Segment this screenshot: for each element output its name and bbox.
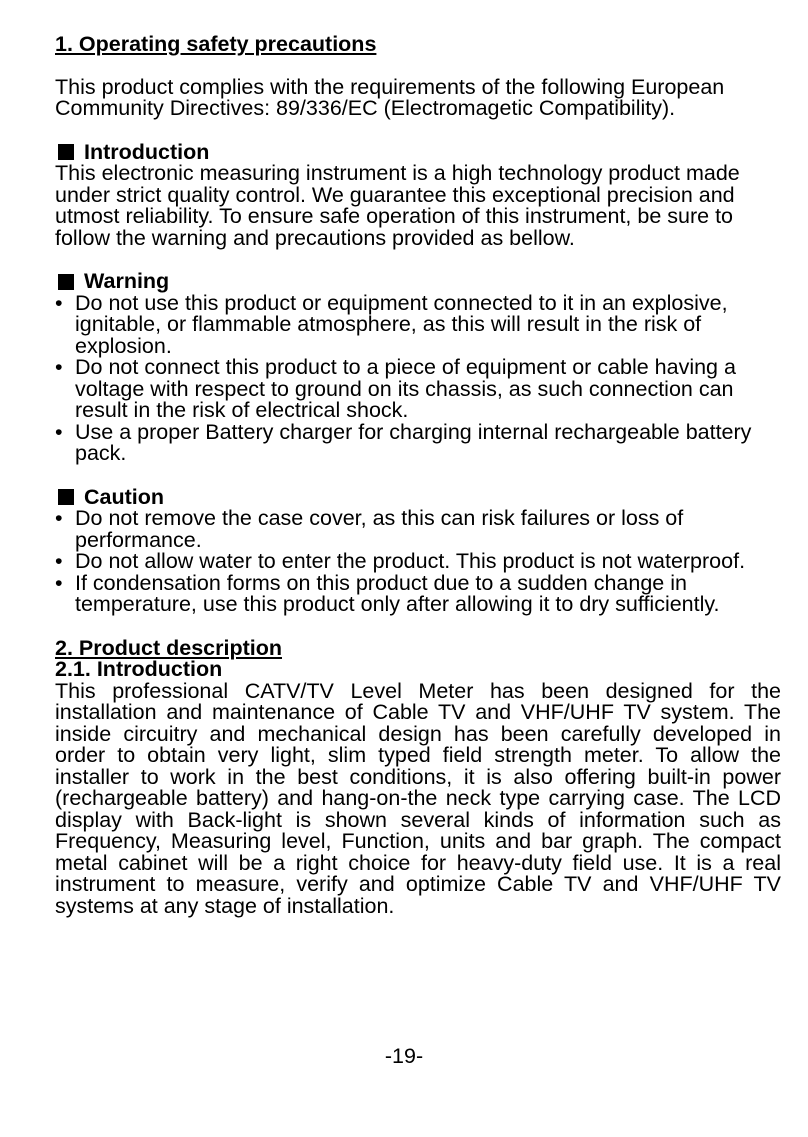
list-item	[55, 290, 781, 358]
product-description-text: This professional CATV/TV Level Meter has been designed for the installation and maintenance of Cable TV and VHF/UHF TV system. The inside circuitry and mechanical design has been carefully developed in order to obtain very light, slim typed field strength meter. To allow the installer to work in the best conditions, it is also offering built-in power (rechargeable battery) and hang-on-the neck type carrying case. The LCD display with Back-light is shown several kinds of information such as Frequency, Measuring level, Function, units and bar graph. The compact metal cabinet will be a right choice for heavy-duty field use. It is a real instrument to measure, verify and optimize Cable TV and VHF/UHF TV systems at any stage of installation.	[55, 678, 781, 918]
page-number: -19-	[384, 1044, 424, 1068]
bullet-icon: •	[55, 570, 63, 595]
list-item	[55, 551, 781, 573]
caution-item-text: Do not allow water to enter the product. This product is not waterproof.	[75, 549, 746, 573]
warning-item-text: Use a proper Battery charger for charging internal rechargeable battery pack.	[75, 419, 752, 465]
list-item	[55, 357, 781, 422]
caution-list	[55, 508, 781, 616]
introduction-text: This electronic measuring instrument is a high technology product made under strict quality control. We guarantee this exceptional precision and utmost reliability. To ensure safe operation of this instrument, be sure to follow the warning and precautions provided as bellow.	[55, 161, 740, 250]
section-1-heading: 1. Operating safety precautions	[55, 32, 377, 56]
warning-heading	[55, 271, 781, 293]
introduction-heading	[55, 139, 781, 164]
bullet-icon: •	[55, 419, 63, 444]
square-bullet-icon	[58, 274, 74, 290]
caution-item-text: If condensation forms on this product due to a sudden change in temperature, use this product only after allowing it to dry sufficiently.	[75, 570, 720, 616]
warning-item-text: Do not connect this product to a piece of equipment or cable having a voltage with respect to ground on its chassis, as such connection can result in the risk of electrical shock.	[75, 355, 736, 422]
list-item	[55, 570, 781, 616]
caution-heading	[55, 484, 781, 509]
square-bullet-icon	[58, 489, 74, 505]
bullet-icon: •	[55, 506, 63, 530]
bullet-icon: •	[55, 549, 63, 573]
caution-item-text: Do not remove the case cover, as this can risk failures or loss of performance.	[75, 506, 684, 552]
section-2-heading: 2. Product description	[55, 635, 282, 660]
list-item	[55, 419, 781, 465]
section-2-1-heading: 2.1. Introduction	[55, 657, 223, 681]
bullet-icon: •	[55, 290, 63, 315]
warning-item-text: Do not use this product or equipment connected to it in an explosive, ignitable, or flammable atmosphere, as this will result in the risk of explosion.	[75, 290, 728, 358]
list-item	[55, 508, 781, 551]
manual-page	[55, 34, 781, 917]
compliance-text: This product complies with the requirements of the following European Community Directives: 89/336/EC (Electromagetic Compatibility).	[55, 74, 725, 120]
introduction-title: Introduction	[84, 139, 210, 164]
warning-list	[55, 290, 781, 465]
warning-title: Warning	[84, 269, 170, 293]
square-bullet-icon	[58, 144, 74, 160]
caution-title: Caution	[84, 484, 165, 509]
bullet-icon: •	[55, 355, 63, 379]
